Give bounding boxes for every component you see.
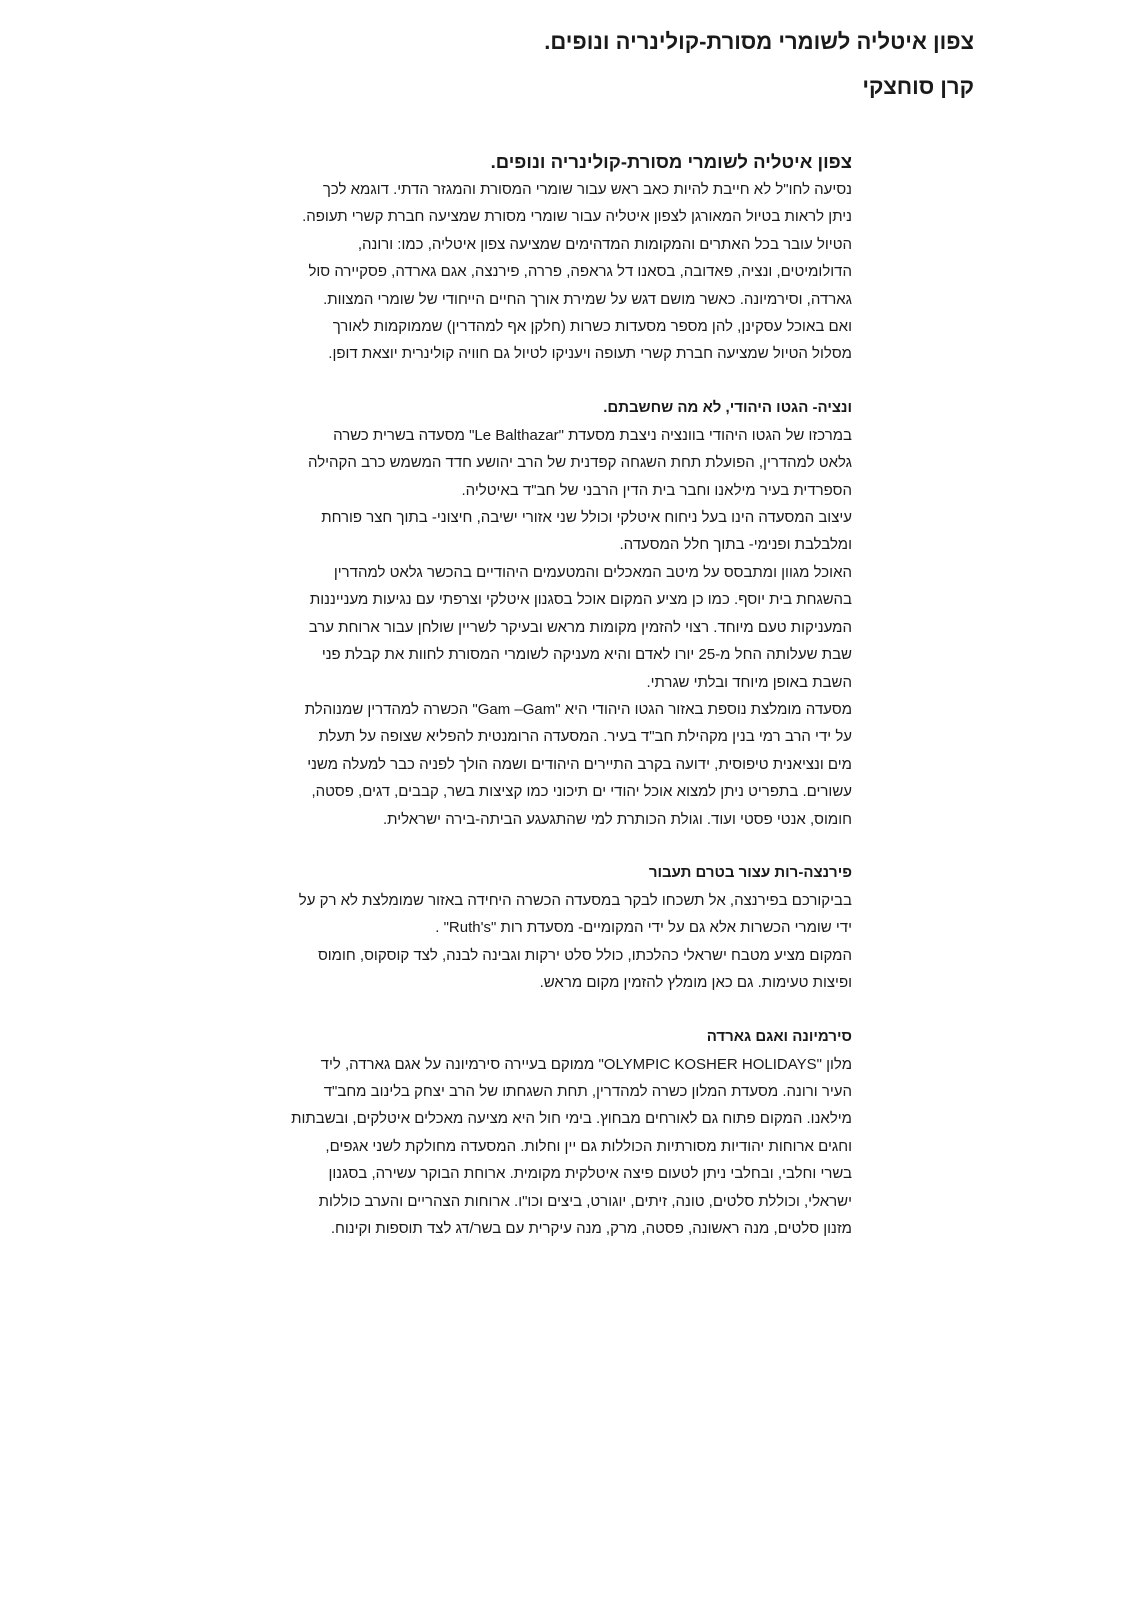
document-author: קרן סוחצקי	[862, 74, 974, 99]
text-line: ואם באוכל עסקינן, להן מספר מסעדות כשרות (חלקן אף למהדרין) שממוקמות לאורך	[332, 318, 852, 336]
text-line: מים ונציאנית טיפוסית, ידועה בקרב התיירים היהודים ושמה הולך לפניה כבר למעלה משני	[307, 755, 852, 773]
text-line: עשורים. בתפריט ניתן למצוא אוכל יהודי ים תיכוני כמו קציצות בשר, קבבים, דגים, פסטה,	[311, 783, 852, 801]
text-line: נסיעה לחו"ל לא חייבת להיות כאב ראש עבור שומרי המסורת והמגזר הדתי. דוגמא לכך	[322, 181, 852, 198]
text-line: מלון "OLYMPIC KOSHER HOLIDAYS" ממוקם בעיירה סירמיונה על אגם גארדה, ליד	[320, 1055, 852, 1073]
section-venice	[292, 394, 852, 833]
text-line: מסעדה מומלצת נוספת באזור הגטו היהודי היא "Gam –Gam" הכשרה למהדרין שמנוהלת	[304, 700, 852, 718]
text-line: המקום מציע מטבח ישראלי כהלכתו, כולל סלט ירקות וגבינה לבנה, לצד קוסקוס, חומוס	[317, 946, 852, 964]
text-line: חומוס, אנטי פסטי ועוד. וגולת הכותרת למי שהתגעגע הביתה-בירה ישראלית.	[383, 810, 852, 828]
text-line: גארדה, וסירמיונה. כאשר מושם דגש על שמירת אורך החיים הייחודי של שומרי המצוות.	[323, 290, 852, 308]
text-line: מזנון סלטים, מנה ראשונה, פסטה, מרק, מנה עיקרית עם בשר/דג לצד תוספות וקינוח.	[330, 1220, 852, 1237]
text-line: האוכל מגוון ומתבסס על מיטב המאכלים והמטעמים היהודיים בהכשר גלאט למהדרין	[333, 563, 852, 581]
text-line: העיר ורונה. מסעדת המלון כשרה למהדרין, תחת השגחתו של הרב יצחק בלינוב מחב"ד	[323, 1082, 852, 1100]
text-line: ופיצות טעימות. גם כאן מומלץ להזמין מקום מראש.	[539, 974, 852, 992]
text-line: גלאט למהדרין, הפועלת תחת השגחה קפדנית של הרב יהושע חדד המשמש כרב הקהילה	[308, 454, 852, 472]
text-line: עיצוב המסעדה הינו בעל ניחוח איטלקי וכולל שני אזורי ישיבה, חיצוני- בתוך חצר פורחת	[321, 509, 852, 527]
section-intro	[292, 148, 852, 368]
text-line: מילאנו. המקום פתוח גם לאורחים מבחוץ. בימי חול היא מציעה מאכלים איטלקים, ובשבתות	[291, 1110, 852, 1128]
document-title: צפון איטליה לשומרי מסורת-קולינריה ונופים.	[544, 29, 974, 54]
text-line: ומלבלבת ופנימי- בתוך חלל המסעדה.	[619, 536, 852, 554]
text-line: שבת שעלותה החל מ-25 יורו לאדם והיא מעניקה לשומרי המסורת לחוות את קבלת פני	[321, 646, 852, 664]
text-line: המעניקות טעם מיוחד. רצוי להזמין מקומות מראש ובעיקר לשריין שולחן עבור ארוחת ערב	[308, 618, 852, 636]
text-line: הספרדית בעיר מילאנו וחבר בית הדין הרבני של חב"ד באיטליה.	[461, 481, 852, 499]
article-body	[292, 148, 852, 1242]
text-line: מסלול הטיול שמציעה חברת קשרי תעופה ויעניקו לטיול גם חוויה קולינרית יוצאת דופן.	[328, 345, 852, 363]
text-line: ישראלי, וכוללת סלטים, טונה, זיתים, יוגורט, ביצים וכו"ו. ארוחות הצהריים והערב כוללות	[318, 1192, 852, 1210]
text-line: הדולומיטים, ונציה, פאדובה, בסאנו דל גראפה, פררה, פירנצה, אגם גארדה, פסקיירה סול	[308, 263, 852, 281]
section-heading: פירנצה-רות עצור בטרם תעבור	[648, 863, 852, 881]
text-line: בהשגחת בית יוסף. כמו כן מציע המקום אוכל בסגנון איטלקי וצרפתי עם נגיעות מענייננות	[309, 591, 852, 609]
document-header	[274, 22, 974, 107]
text-line: בביקורכם בפירנצה, אל תשכחו לבקר במסעדה הכשרה היחידה באזור שמומלצת לא רק על	[298, 891, 852, 909]
section-heading: צפון איטליה לשומרי מסורת-קולינריה ונופים.	[490, 151, 852, 172]
text-line: ידי שומרי הכשרות אלא גם על ידי המקומיים- מסעדת רות "Ruth's" .	[435, 919, 852, 937]
text-line: על ידי הרב רמי בנין מקהילת חב"ד בעיר. המסעדה הרומנטית להפליא שצופה על תעלת	[318, 728, 852, 746]
text-line: השבת באופן מיוחד ובלתי שגרתי.	[646, 673, 852, 691]
section-florence	[292, 859, 852, 997]
text-line: וחגים ארוחות יהודיות מסורתיות הכוללות גם יין וחלות. המסעדה מחולקת לשני אגפים,	[325, 1137, 852, 1155]
text-line: בשרי וחלבי, ובחלבי ניתן לטעום פיצה איטלקית מקומית. ארוחת הבוקר עשירה, בסגנון	[328, 1165, 852, 1183]
section-heading: סירמיונה ואגם גארדה	[706, 1027, 852, 1045]
text-line: ניתן לראות בטיול המאורגן לצפון איטליה עבור שומרי מסורת שמציעה חברת קשרי תעופה.	[302, 208, 852, 226]
section-heading: ונציה- הגטו היהודי, לא מה שחשבתם.	[603, 398, 852, 416]
section-sirmione	[292, 1023, 852, 1243]
text-line: הטיול עובר בכל האתרים והמקומות המדהימים שמציעה צפון איטליה, כמו: ורונה,	[357, 235, 852, 253]
text-line: במרכזו של הגטו היהודי בוונציה ניצבת מסעדת "Le Balthazar" מסעדה בשרית כשרה	[333, 426, 852, 444]
